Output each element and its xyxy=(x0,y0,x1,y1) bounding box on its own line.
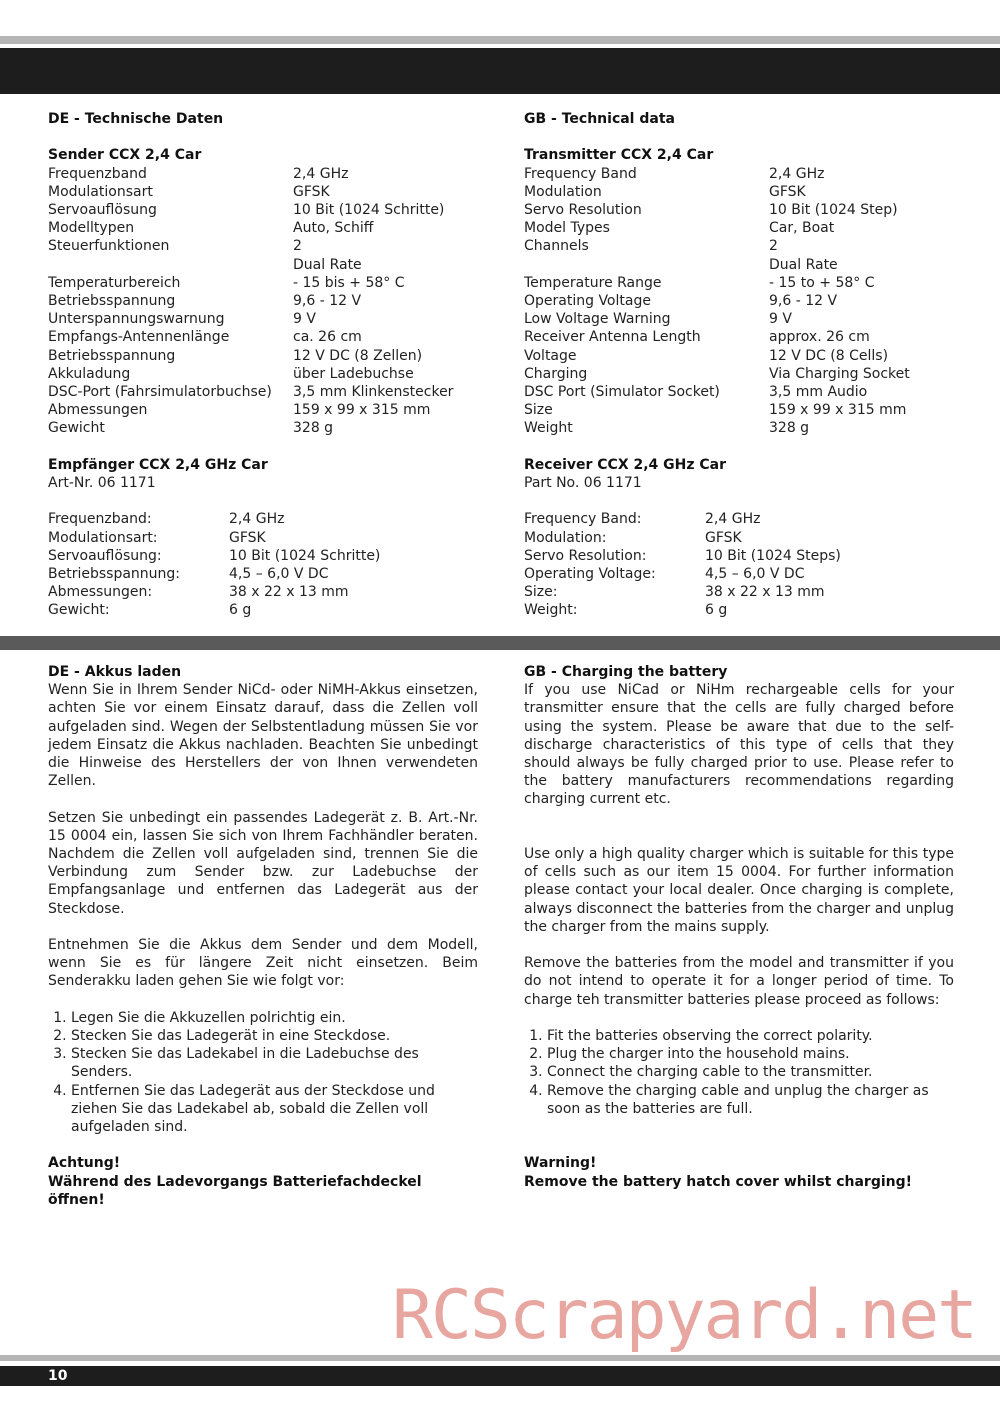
spec-row xyxy=(48,256,478,274)
footer-band xyxy=(0,1366,1000,1386)
paragraph: Entnehmen Sie die Akkus dem Sender und dem Modell, wenn Sie es für längere Zeit nicht einsetzen. Beim Senderakku laden gehen Sie wie folgt vor: xyxy=(48,937,478,990)
paragraph: If you use NiCad or NiHm rechargeable cells for your transmitter ensure that the cells are fully charged before using the system. Please be aware that due to the self-discharge characteristics of this type of cells that they should always be fully charged prior to use. Please refer to the battery manufacturers recommendations regarding charging current etc. xyxy=(524,682,954,808)
spec-row xyxy=(524,365,954,383)
spec-value: 38 x 22 x 13 mm xyxy=(229,584,349,601)
spec-row xyxy=(524,601,954,619)
warning-title: Achtung! xyxy=(48,1155,121,1172)
spec-label: Modulationsart: xyxy=(48,529,158,546)
spec-row xyxy=(524,201,954,219)
spec-row xyxy=(48,510,478,528)
list-item: 2. Stecken Sie das Ladegerät in eine Steckdose. xyxy=(71,1027,478,1045)
spec-row xyxy=(524,583,954,601)
spec-row xyxy=(48,201,478,219)
spec-value: ca. 26 cm xyxy=(293,329,362,346)
spec-value: 2,4 GHz xyxy=(229,511,285,528)
list-item: 2. Plug the charger into the household mains. xyxy=(547,1045,954,1063)
spec-row xyxy=(48,347,478,365)
spec-value: 10 Bit (1024 Step) xyxy=(769,202,898,218)
transmitter-title: Transmitter CCX 2,4 Car xyxy=(524,147,714,164)
spec-row xyxy=(524,292,954,310)
transmitter-spec-list xyxy=(524,165,954,438)
spec-label: Voltage xyxy=(524,347,577,364)
spec-value: - 15 to + 58° C xyxy=(769,274,875,291)
spec-label: Servo Resolution: xyxy=(524,547,647,564)
spec-row xyxy=(524,310,954,328)
list-item: 4. Remove the charging cable and unplug the charger as soon as the batteries are full. xyxy=(547,1082,954,1118)
spec-value: approx. 26 cm xyxy=(769,329,870,346)
spec-label xyxy=(48,256,293,274)
spec-label: DSC Port (Simulator Socket) xyxy=(524,384,720,401)
spec-label: Frequency Band xyxy=(524,165,637,182)
spec-row xyxy=(524,565,954,583)
spec-row xyxy=(524,183,954,201)
spec-label: Betriebsspannung xyxy=(48,293,176,310)
spec-row xyxy=(524,401,954,419)
spec-value: Auto, Schiff xyxy=(293,220,374,237)
spec-value: GFSK xyxy=(705,529,742,546)
spec-label: Betriebsspannung xyxy=(48,347,176,364)
top-rule xyxy=(0,36,1000,44)
spec-label: Operating Voltage xyxy=(524,293,651,310)
spec-value: 10 Bit (1024 Steps) xyxy=(705,547,841,564)
paragraph: Use only a high quality charger which is suitable for this type of cells such as our item 15 0004. For further information please contact your local dealer. Once charging is complete, always disconnect the batteries from the charger and unplug the charger from the mains supply. xyxy=(524,846,954,935)
spec-row xyxy=(524,219,954,237)
spec-value: 3,5 mm Klinkenstecker xyxy=(293,384,454,401)
spec-row xyxy=(524,237,954,255)
transmitter-spec-list xyxy=(48,165,478,438)
spec-value: 3,5 mm Audio xyxy=(769,384,868,401)
spec-label: Servoauflösung xyxy=(48,202,157,218)
steps-list xyxy=(48,1009,478,1136)
spec-row xyxy=(524,328,954,346)
spec-label: DSC-Port (Fahrsimulatorbuchse) xyxy=(48,384,272,401)
spec-row xyxy=(48,383,478,401)
spec-row xyxy=(48,547,478,565)
spec-row xyxy=(524,510,954,528)
section-heading: DE - Akkus laden xyxy=(48,664,182,680)
spec-value: 9,6 - 12 V xyxy=(769,293,838,310)
spec-row xyxy=(524,547,954,565)
spec-row xyxy=(48,601,478,619)
receiver-part-number: Part No. 06 1171 xyxy=(524,475,642,492)
spec-value: - 15 bis + 58° C xyxy=(293,274,405,291)
spec-label: Betriebsspannung: xyxy=(48,566,181,583)
spec-value: 12 V DC (8 Zellen) xyxy=(293,347,423,364)
spec-value: GFSK xyxy=(293,183,330,200)
gb-charging-section xyxy=(524,663,954,1191)
spec-value: 328 g xyxy=(293,420,334,437)
spec-label: Channels xyxy=(524,238,589,255)
spec-row xyxy=(524,529,954,547)
spec-label: Steuerfunktionen xyxy=(48,238,170,255)
warning-title: Warning! xyxy=(524,1155,597,1172)
spec-row xyxy=(524,274,954,292)
spec-value: 2,4 GHz xyxy=(769,165,825,182)
spec-row xyxy=(48,328,478,346)
spec-value: 6 g xyxy=(705,602,728,619)
steps-list xyxy=(524,1027,954,1118)
receiver-part-number: Art-Nr. 06 1171 xyxy=(48,475,156,492)
spec-row xyxy=(48,165,478,183)
gb-technical-data xyxy=(524,110,954,620)
spec-row xyxy=(48,274,478,292)
spec-value: 9,6 - 12 V xyxy=(293,293,362,310)
spec-row xyxy=(48,219,478,237)
spec-label: Modelltypen xyxy=(48,220,135,237)
spec-value: 4,5 – 6,0 V DC xyxy=(705,566,805,583)
spec-row xyxy=(524,419,954,437)
spec-label: Low Voltage Warning xyxy=(524,311,671,328)
spec-row xyxy=(48,183,478,201)
section-heading: GB - Technical data xyxy=(524,111,675,127)
warning-text: Remove the battery hatch cover whilst charging! xyxy=(524,1173,913,1190)
spec-row xyxy=(48,529,478,547)
spec-value: Car, Boat xyxy=(769,220,835,237)
spec-label: Model Types xyxy=(524,220,610,237)
page-number: 10 xyxy=(48,1368,68,1384)
spec-value: 38 x 22 x 13 mm xyxy=(705,584,825,601)
spec-value: 9 V xyxy=(293,311,316,328)
spec-value: Dual Rate xyxy=(293,256,362,273)
receiver-spec-list xyxy=(524,510,954,619)
spec-row xyxy=(48,401,478,419)
spec-label: Temperaturbereich xyxy=(48,274,181,291)
list-item: 3. Stecken Sie das Ladekabel in die Ladebuchse des Senders. xyxy=(71,1045,478,1081)
spec-row xyxy=(48,292,478,310)
list-item: 4. Entfernen Sie das Ladegerät aus der Steckdose und ziehen Sie das Ladekabel ab, sobald die Zellen voll aufgeladen sind. xyxy=(71,1082,478,1137)
spec-label: Frequency Band: xyxy=(524,511,642,528)
transmitter-title: Sender CCX 2,4 Car xyxy=(48,147,202,164)
spec-value: über Ladebuchse xyxy=(293,365,414,382)
spec-label: Akkuladung xyxy=(48,365,131,382)
list-item: 3. Connect the charging cable to the transmitter. xyxy=(547,1063,954,1081)
spec-label: Frequenzband xyxy=(48,165,147,182)
spec-value: 328 g xyxy=(769,420,810,437)
spec-label: Abmessungen xyxy=(48,402,148,419)
spec-label: Size: xyxy=(524,584,558,601)
spec-label: Empfangs-Antennenlänge xyxy=(48,329,230,346)
spec-label: Gewicht xyxy=(48,420,105,437)
spec-value: Via Charging Socket xyxy=(769,365,910,382)
spec-value: 2,4 GHz xyxy=(293,165,349,182)
section-heading: GB - Charging the battery xyxy=(524,664,728,680)
spec-value: 2 xyxy=(769,238,778,255)
bottom-rule xyxy=(0,1355,1000,1361)
receiver-spec-list xyxy=(48,510,478,619)
spec-label: Servoauflösung: xyxy=(48,547,162,564)
spec-value: 4,5 – 6,0 V DC xyxy=(229,566,329,583)
spec-row xyxy=(48,310,478,328)
header-band xyxy=(0,48,1000,94)
spec-label: Weight xyxy=(524,420,573,437)
spec-label: Unterspannungswarnung xyxy=(48,311,225,328)
section-divider xyxy=(0,636,1000,650)
spec-value: 10 Bit (1024 Schritte) xyxy=(229,547,381,564)
spec-row xyxy=(48,583,478,601)
spec-label: Gewicht: xyxy=(48,602,110,619)
spec-label: Modulationsart xyxy=(48,183,153,200)
spec-label: Abmessungen: xyxy=(48,584,153,601)
spec-value: 2,4 GHz xyxy=(705,511,761,528)
spec-row xyxy=(48,565,478,583)
list-item: 1. Legen Sie die Akkuzellen polrichtig ein. xyxy=(71,1009,478,1027)
spec-row xyxy=(524,347,954,365)
spec-value: GFSK xyxy=(769,183,806,200)
spec-label: Size xyxy=(524,402,553,419)
paragraph: Wenn Sie in Ihrem Sender NiCd- oder NiMH-Akkus einsetzen, achten Sie vor einem Einsatz darauf, dass die Zellen voll aufgeladen sind. Wegen der Selbstentladung müssen Sie vor jedem Einsatz die Akkus nachladen. Beachten Sie unbedingt die Hinweise des Herstellers der von Ihnen verwendeten Zellen. xyxy=(48,682,478,790)
spec-value: 2 xyxy=(293,238,302,255)
spec-label: Frequenzband: xyxy=(48,511,152,528)
paragraph: Remove the batteries from the model and transmitter if you do not intend to operate it for a longer period of time. To charge teh transmitter batteries please proceed as follows: xyxy=(524,955,954,1008)
spec-value: 10 Bit (1024 Schritte) xyxy=(293,202,445,218)
spec-value: 12 V DC (8 Cells) xyxy=(769,347,889,364)
receiver-title: Receiver CCX 2,4 GHz Car xyxy=(524,456,727,473)
de-technical-data xyxy=(48,110,478,620)
spec-row xyxy=(524,165,954,183)
receiver-title: Empfänger CCX 2,4 GHz Car xyxy=(48,456,268,473)
spec-value: 159 x 99 x 315 mm xyxy=(769,402,907,419)
spec-label: Operating Voltage: xyxy=(524,566,656,583)
list-item: 1. Fit the batteries observing the correct polarity. xyxy=(547,1027,954,1045)
spec-label: Temperature Range xyxy=(524,274,662,291)
spec-value: 9 V xyxy=(769,311,792,328)
spec-label: Charging xyxy=(524,365,588,382)
spec-label: Modulation: xyxy=(524,529,607,546)
spec-row xyxy=(48,365,478,383)
spec-row xyxy=(524,256,954,274)
spec-value: Dual Rate xyxy=(769,256,838,273)
spec-label xyxy=(524,256,769,274)
warning-text: Während des Ladevorgangs Batteriefachdeckel öffnen! xyxy=(48,1173,422,1208)
spec-value: GFSK xyxy=(229,529,266,546)
paragraph: Setzen Sie unbedingt ein passendes Ladegerät z. B. Art.-Nr. 15 0004 ein, lassen Sie sich von Ihrem Fachhändler beraten. Nachdem die Zellen voll aufgeladen sind, trennen Sie die Verbindung zum Sender bzw. zur Ladebuchse der Empfangsanlage und entfernen das Ladegerät aus der Steckdose. xyxy=(48,809,478,917)
spec-row xyxy=(48,419,478,437)
spec-value: 6 g xyxy=(229,602,252,619)
spec-label: Weight: xyxy=(524,602,578,619)
spec-row xyxy=(524,383,954,401)
spec-label: Servo Resolution xyxy=(524,202,642,218)
spec-row xyxy=(48,237,478,255)
de-charging-section xyxy=(48,663,478,1209)
spec-label: Receiver Antenna Length xyxy=(524,329,701,346)
spec-label: Modulation xyxy=(524,183,602,200)
spec-value: 159 x 99 x 315 mm xyxy=(293,402,431,419)
section-heading: DE - Technische Daten xyxy=(48,111,224,127)
watermark-logo: RCScrapyard.net xyxy=(392,1276,977,1355)
